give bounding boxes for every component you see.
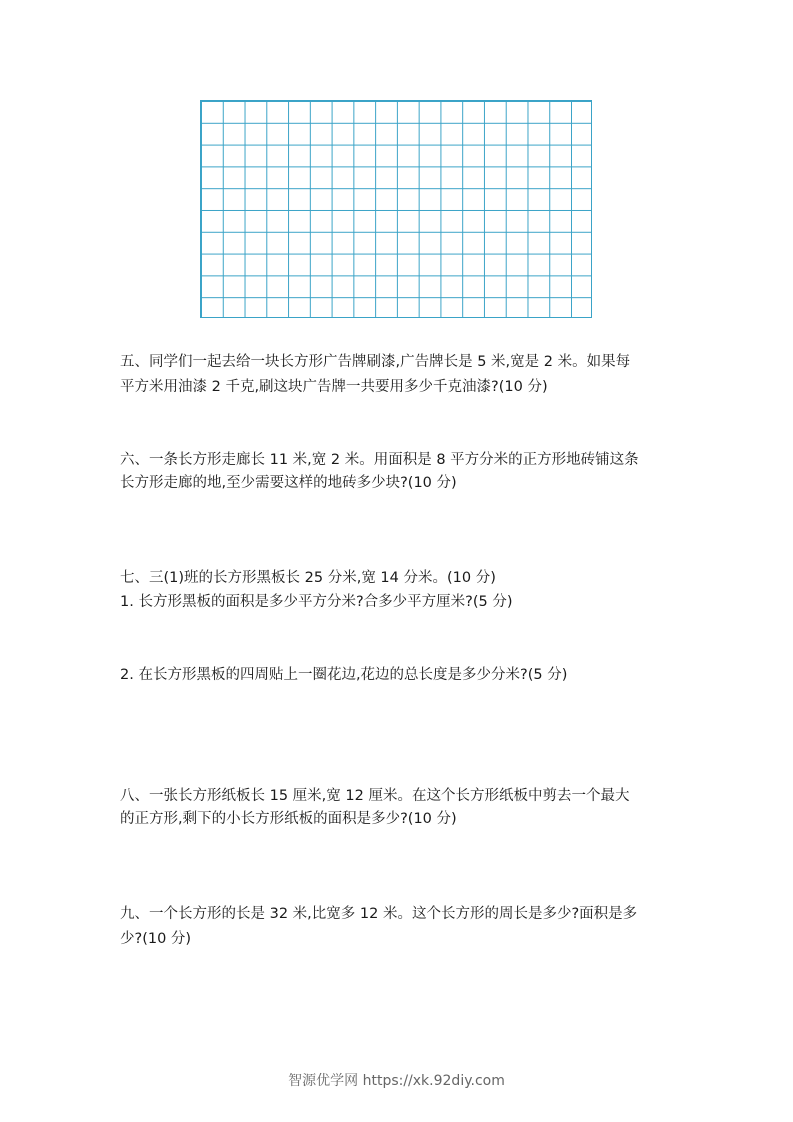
question-7-sub-2: 2. 在长方形黑板的四周贴上一圈花边,花边的总长度是多少分米?(5 分) (120, 667, 568, 683)
question-7-line-1: 七、三(1)班的长方形黑板长 25 分米,宽 14 分米。(10 分) (120, 570, 496, 586)
question-8-line-2: 的正方形,剩下的小长方形纸板的面积是多少?(10 分) (120, 811, 457, 827)
question-5-line-2: 平方米用油漆 2 千克,刷这块广告牌一共要用多少千克油漆?(10 分) (120, 379, 548, 395)
question-6-line-1: 六、一条长方形走廊长 11 米,宽 2 米。用面积是 8 平方分米的正方形地砖铺这条 (120, 452, 639, 468)
square-grid-paper (200, 100, 592, 318)
page-footer-watermark: 智源优学网 https://xk.92diy.com (288, 1073, 505, 1089)
question-5-line-1: 五、同学们一起去给一块长方形广告牌刷漆,广告牌长是 5 米,宽是 2 米。如果每 (120, 354, 631, 370)
question-9-line-2: 少?(10 分) (120, 931, 192, 947)
question-8-line-1: 八、一张长方形纸板长 15 厘米,宽 12 厘米。在这个长方形纸板中剪去一个最大 (120, 788, 630, 804)
question-7-sub-1: 1. 长方形黑板的面积是多少平方分米?合多少平方厘米?(5 分) (120, 594, 513, 610)
question-9-line-1: 九、一个长方形的长是 32 米,比宽多 12 米。这个长方形的周长是多少?面积是多 (120, 906, 638, 922)
question-6-line-2: 长方形走廊的地,至少需要这样的地砖多少块?(10 分) (120, 475, 457, 491)
